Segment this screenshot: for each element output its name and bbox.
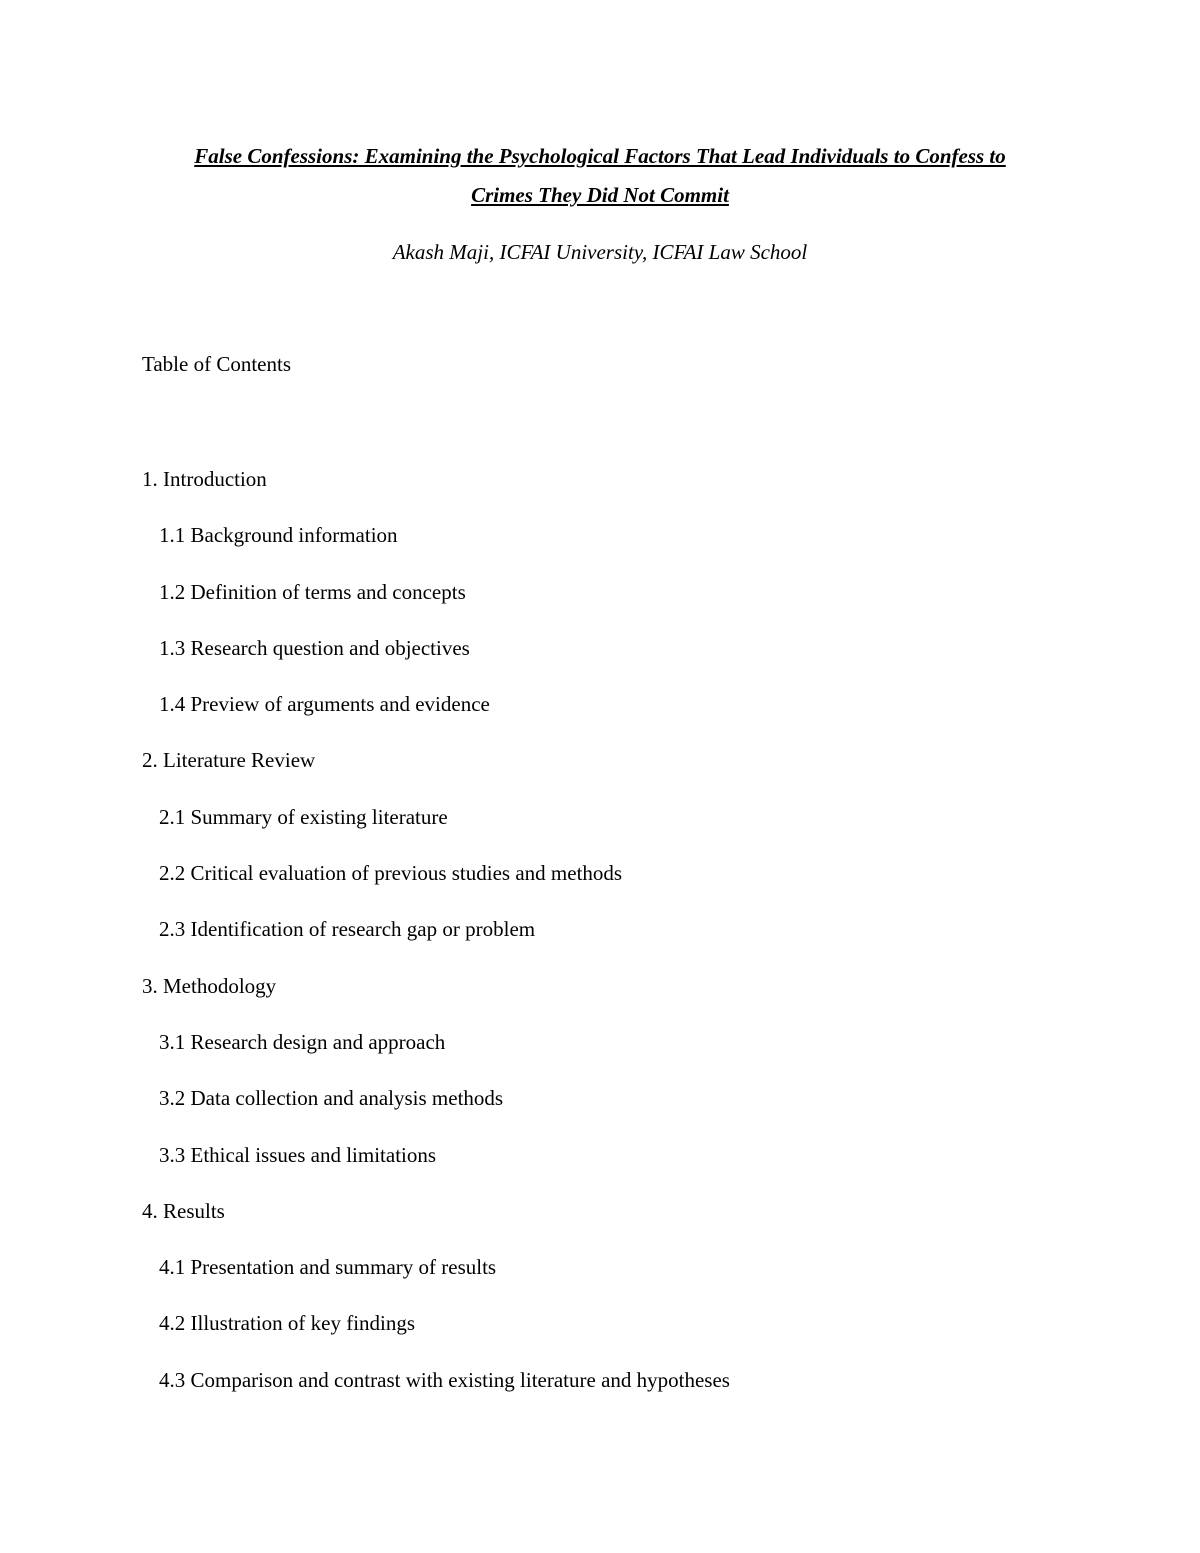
- toc-item-1-4: 1.4 Preview of arguments and evidence: [159, 692, 490, 717]
- toc-item-1-3: 1.3 Research question and objectives: [159, 635, 470, 660]
- toc-item-1-1: 1.1 Background information: [159, 523, 398, 548]
- toc-item-3: 3. Methodology: [142, 973, 277, 998]
- toc-item-3-3: 3.3 Ethical issues and limitations: [159, 1142, 437, 1167]
- toc-item-2-3: 2.3 Identification of research gap or problem: [159, 917, 536, 942]
- toc-item-4-3: 4.3 Comparison and contrast with existing literature and hypotheses: [159, 1367, 730, 1392]
- toc-item-4-1: 4.1 Presentation and summary of results: [159, 1255, 497, 1280]
- toc-list: [142, 465, 730, 1422]
- toc-item-1: 1. Introduction: [142, 467, 267, 491]
- toc-item-2-1: 2.1 Summary of existing literature: [159, 804, 448, 829]
- toc-item-2: 2. Literature Review: [142, 748, 316, 773]
- toc-item-4: 4. Results: [142, 1198, 225, 1223]
- author-affiliation: Akash Maji, ICFAI University, ICFAI Law School: [392, 240, 808, 264]
- document-title-line-2: Crimes They Did Not Commit: [471, 183, 729, 207]
- toc-item-2-2: 2.2 Critical evaluation of previous studies and methods: [159, 861, 623, 886]
- toc-item-4-2: 4.2 Illustration of key findings: [159, 1311, 416, 1336]
- document-title-line-1: False Confessions: Examining the Psychological Factors That Lead Individuals to Confess to: [194, 144, 1006, 168]
- toc-item-1-2: 1.2 Definition of terms and concepts: [159, 579, 466, 604]
- toc-item-3-2: 3.2 Data collection and analysis methods: [159, 1086, 504, 1111]
- toc-heading: Table of Contents: [142, 352, 291, 376]
- toc-item-3-1: 3.1 Research design and approach: [159, 1029, 446, 1054]
